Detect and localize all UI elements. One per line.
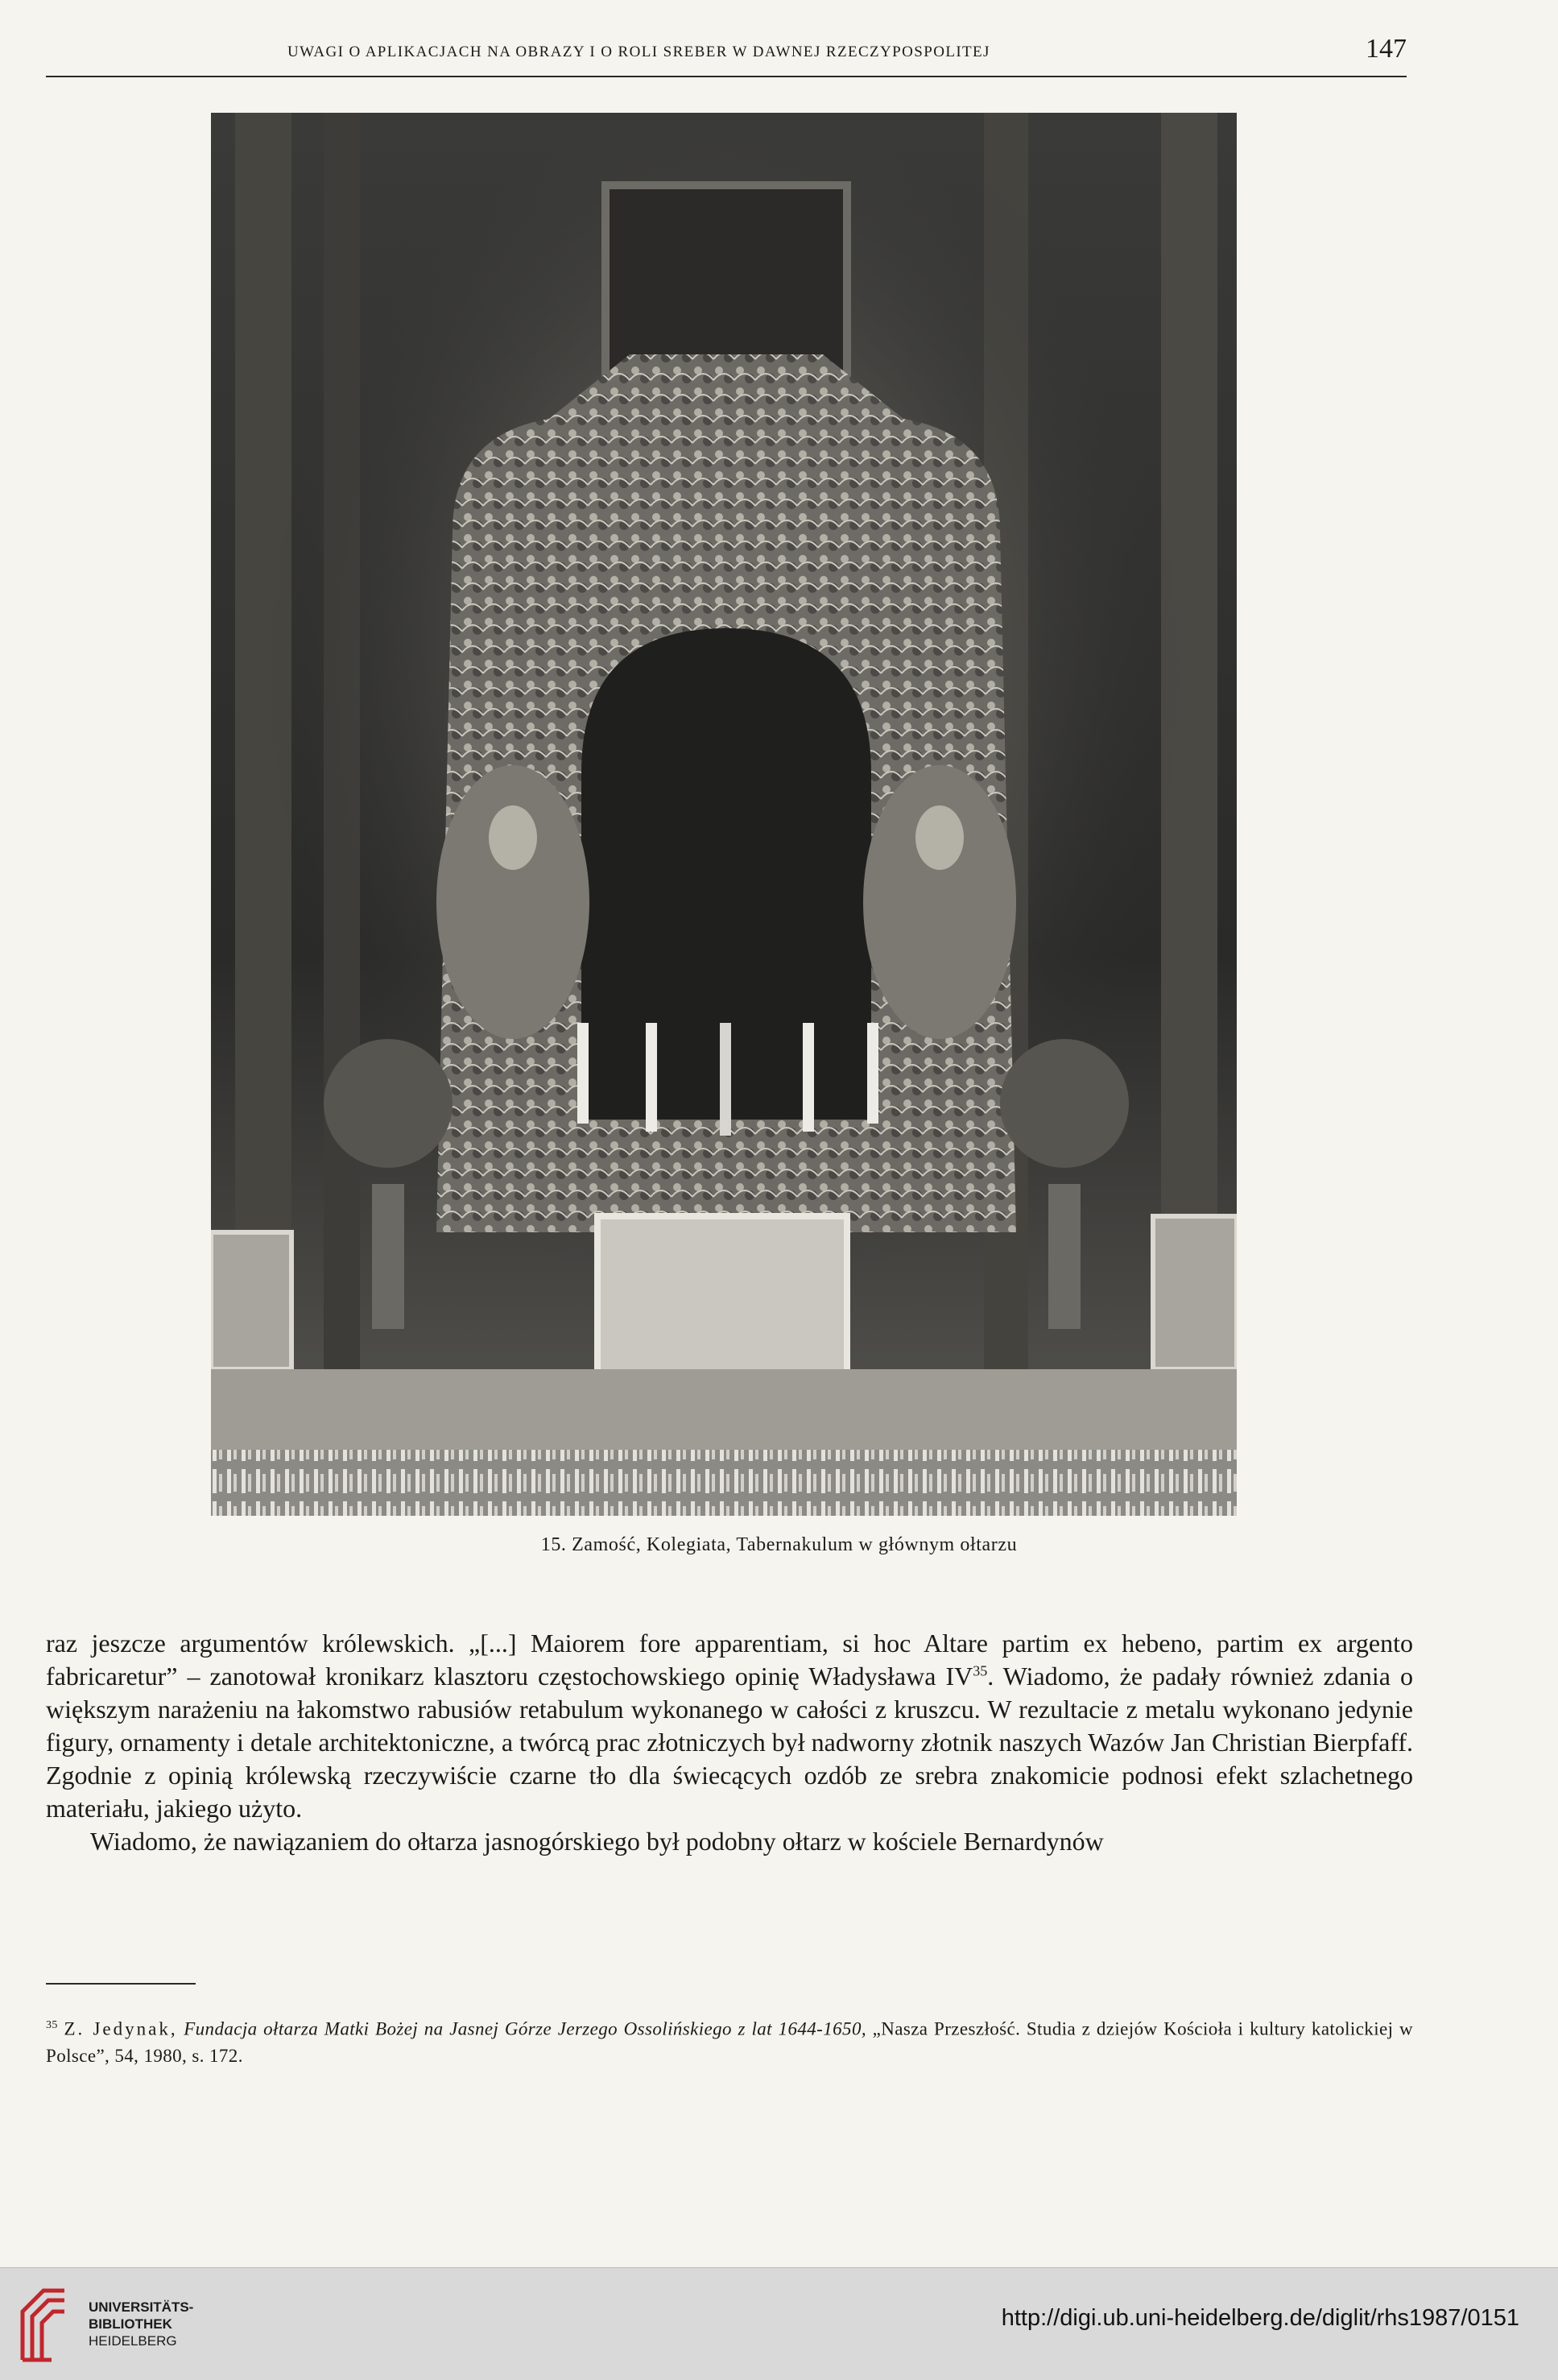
- paragraph-1-text-a: raz jeszcze argumentów królewskich. „[...] Maiorem fore apparentiam, si hoc Altare partim ex hebeno, partim ex argento fabricaretur” – zanotował kronikarz klasztoru częstochowskiego opinię Władysława IV: [46, 1629, 1413, 1691]
- paragraph-2: Wiadomo, że nawiązaniem do ołtarza jasnogórskiego był podobny ołtarz w kościele Bernardynów: [90, 1827, 1104, 1856]
- altar-photograph: [211, 113, 1237, 1516]
- body-text: [46, 1627, 1413, 1858]
- library-name-line-3: HEIDELBERG: [89, 2333, 177, 2349]
- running-title: UWAGI O APLIKACJACH NA OBRAZY I O ROLI SREBER W DAWNEJ RZECZYPOSPOLITEJ: [287, 43, 990, 60]
- footnote-author: Z. Jedynak,: [64, 2018, 178, 2039]
- library-name: [89, 2299, 193, 2349]
- viewer-footer: [0, 2267, 1558, 2380]
- paragraph-1-text-b: . Wiadomo, że padały również zdania o większym narażeniu na łakomstwo rabusiów retabulum wykonanego w całości z kruszcu. W rezultacie z metalu wykonano jedynie figury, ornamenty i detale architektoniczne, a twórcą prac złotniczych był nadworny złotnik naszych Wazów Jan Christian Bierpfaff. Zgodnie z opinią królewską rzeczywiście czarne tło dla świecących ozdób ze srebra znakomicie podnosi efekt szlachetnego materiału, jakiego użyto.: [46, 1662, 1413, 1823]
- library-logo-icon[interactable]: [16, 2279, 74, 2368]
- page-number: 147: [1366, 34, 1407, 64]
- running-head: [46, 31, 1407, 77]
- library-name-line-1: UNIVERSITÄTS-: [89, 2299, 194, 2315]
- permalink-url[interactable]: http://digi.ub.uni-heidelberg.de/diglit/rhs1987/0151: [1001, 2305, 1519, 2331]
- altar-photo-illustration: [211, 113, 1237, 1516]
- footnote-divider: [46, 1983, 196, 1985]
- library-name-line-2: BIBLIOTHEK: [89, 2316, 172, 2332]
- figure-caption: 15. Zamość, Kolegiata, Tabernakulum w głównym ołtarzu: [540, 1534, 1018, 1555]
- paragraph-1: [46, 1627, 1413, 1825]
- footnote-number: 35: [46, 2019, 58, 2031]
- footnote-reference[interactable]: 35: [973, 1662, 988, 1679]
- footnote: [46, 2012, 1413, 2069]
- footnote-title: Fundacja ołtarza Matki Bożej na Jasnej Górze Jerzego Ossolińskiego z lat 1644-1650,: [184, 2018, 866, 2039]
- footnote-source: „Nasza Przeszłość. Studia z dziejów Kościoła i kultury katolickiej w Polsce”, 54, 1980, s. 172.: [46, 2018, 1414, 2066]
